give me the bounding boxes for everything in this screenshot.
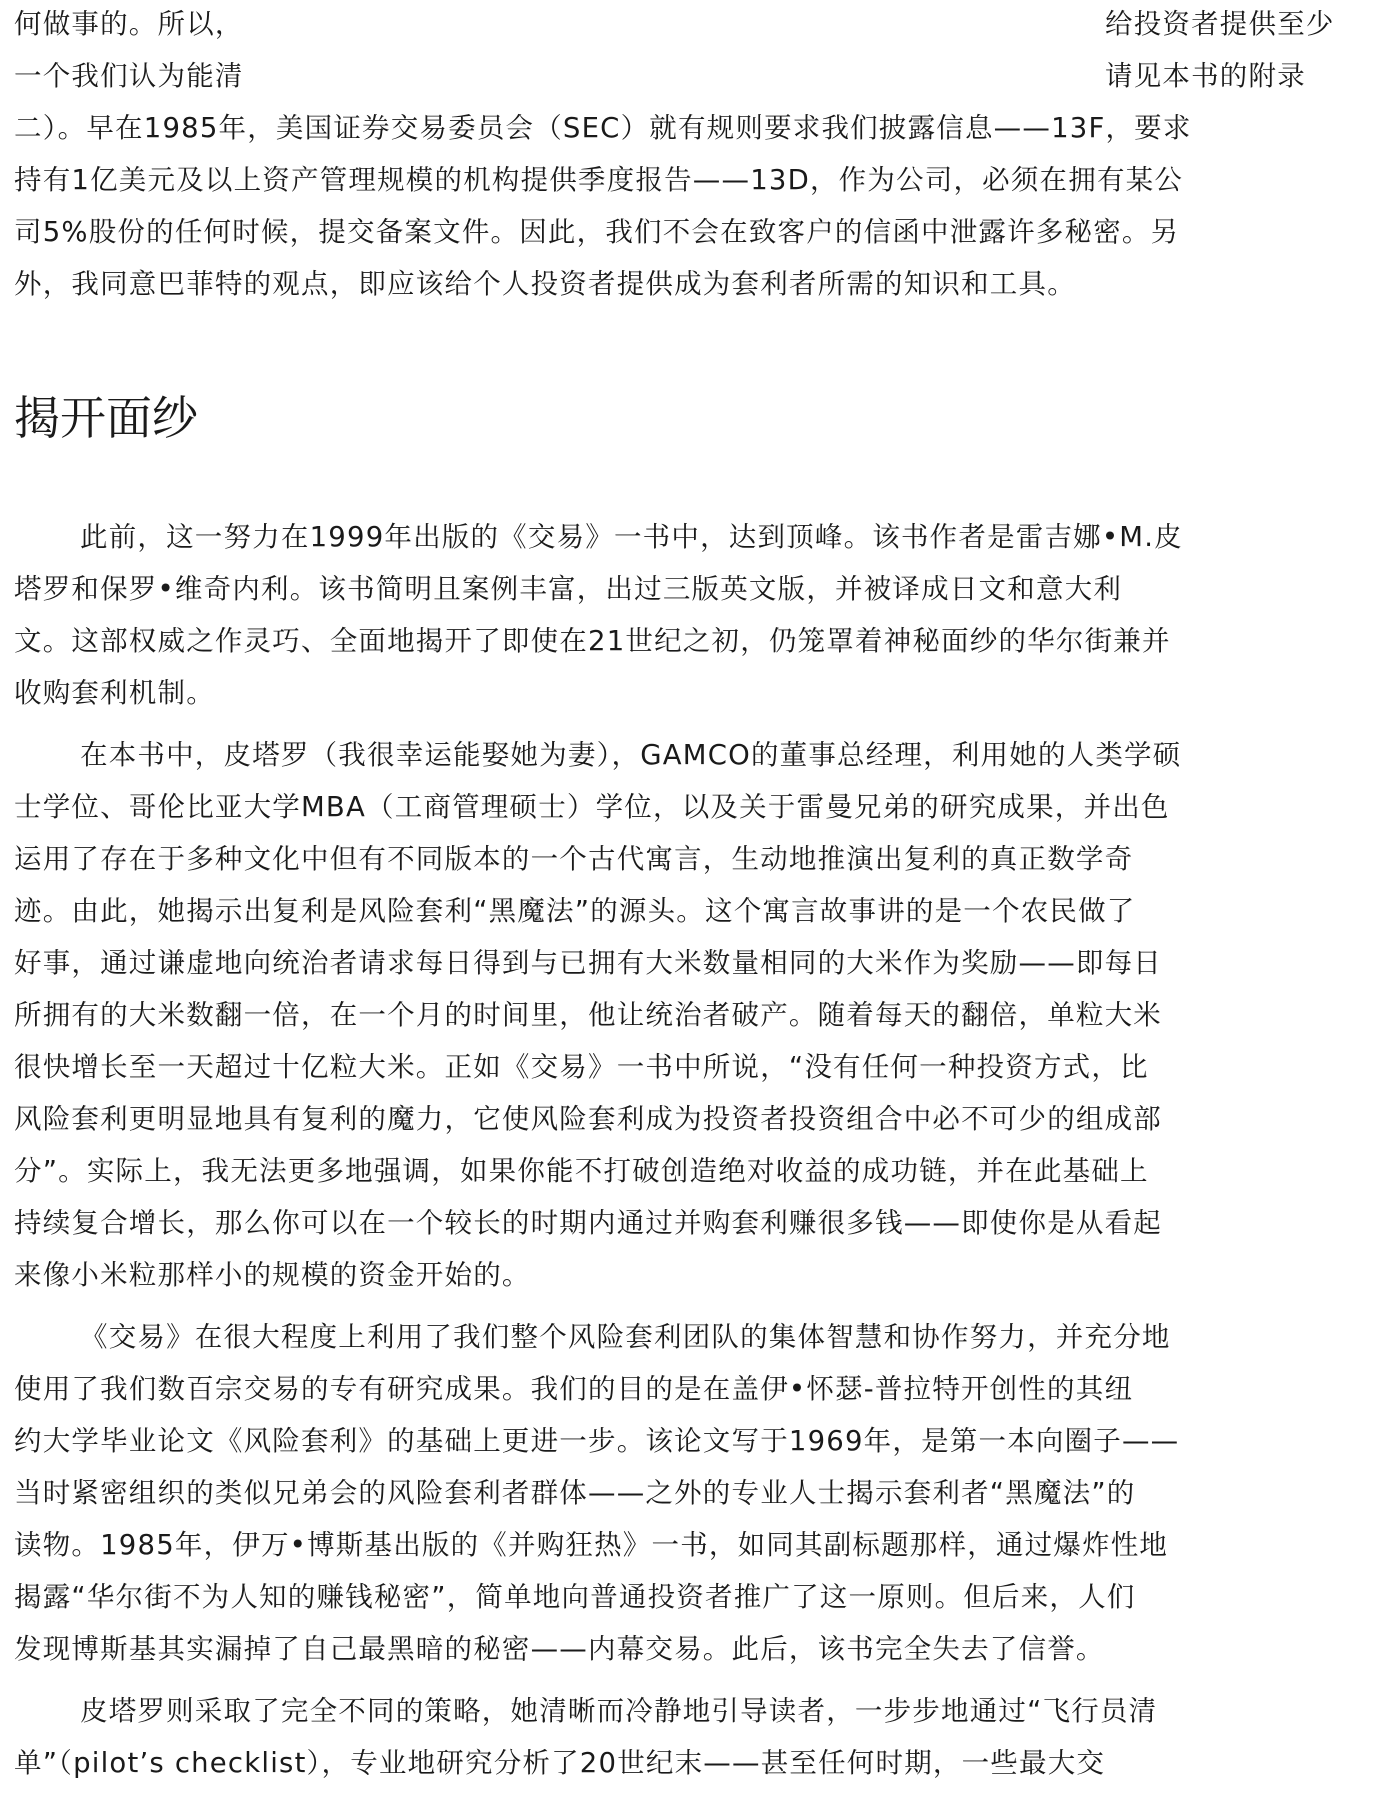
text-line: 单”（pilot’s checklist），专业地研究分析了20世纪末——甚至任何时期，一些最大交 xyxy=(14,1747,1106,1779)
text-line: 士学位、哥伦比亚大学MBA（工商管理硕士）学位，以及关于雷曼兄弟的研究成果，并出色 xyxy=(14,791,1170,823)
text-line: 外，我同意巴菲特的观点，即应该给个人投资者提供成为套利者所需的知识和工具。 xyxy=(14,268,1076,300)
text-line: 《交易》在很大程度上利用了我们整个风险套利团队的集体智慧和协作努力，并充分地 xyxy=(80,1321,1171,1353)
text-line: 一个我们认为能清 xyxy=(14,60,244,92)
text-line: 司5%股份的任何时候，提交备案文件。因此，我们不会在致客户的信函中泄露许多秘密。另 xyxy=(14,216,1180,248)
text-line: 揭露“华尔街不为人知的赚钱秘密”，简单地向普通投资者推广了这一原则。但后来，人们 xyxy=(14,1581,1136,1613)
text-line: 在本书中，皮塔罗（我很幸运能娶她为妻），GAMCO的董事总经理，利用她的人类学硕 xyxy=(80,739,1182,771)
text-line: 发现博斯基其实漏掉了自己最黑暗的秘密——内幕交易。此后，该书完全失去了信誉。 xyxy=(14,1633,1105,1665)
text-line: 读物。1985年，伊万•博斯基出版的《并购狂热》一书，如同其副标题那样，通过爆炸性地 xyxy=(14,1529,1169,1561)
text-line: 所拥有的大米数翻一倍，在一个月的时间里，他让统治者破产。随着每天的翻倍，单粒大米 xyxy=(14,999,1162,1031)
text-line: 来像小米粒那样小的规模的资金开始的。 xyxy=(14,1259,531,1291)
text-line: 收购套利机制。 xyxy=(14,677,215,709)
text-line: 使用了我们数百宗交易的专有研究成果。我们的目的是在盖伊•怀瑟-普拉特开创性的其纽 xyxy=(14,1373,1134,1405)
text-line: 风险套利更明显地具有复利的魔力，它使风险套利成为投资者投资组合中必不可少的组成部 xyxy=(14,1103,1162,1135)
text-line: 塔罗和保罗•维奇内利。该书简明且案例丰富，出过三版英文版，并被译成日文和意大利 xyxy=(14,573,1123,605)
text-line: 何做事的。所以， xyxy=(14,8,244,40)
text-line: 请见本书的附录 xyxy=(1105,60,1306,92)
text-line: 二）。早在1985年，美国证券交易委员会（SEC）就有规则要求我们披露信息——13F，要求 xyxy=(14,112,1192,144)
text-line: 当时紧密组织的类似兄弟会的风险套利者群体——之外的专业人士揭示套利者“黑魔法”的 xyxy=(14,1477,1136,1509)
text-line: 好事，通过谦虚地向统治者请求每日得到与已拥有大米数量相同的大米作为奖励——即每日 xyxy=(14,947,1162,979)
section-title: 揭开面纱 xyxy=(14,391,198,445)
text-line: 此前，这一努力在1999年出版的《交易》一书中，达到顶峰。该书作者是雷吉娜•M.皮 xyxy=(80,521,1183,553)
text-line: 很快增长至一天超过十亿粒大米。正如《交易》一书中所说，“没有任何一种投资方式，比 xyxy=(14,1051,1149,1083)
text-line: 约大学毕业论文《风险套利》的基础上更进一步。该论文写于1969年，是第一本向圈子—— xyxy=(14,1425,1180,1457)
text-line: 持续复合增长，那么你可以在一个较长的时期内通过并购套利赚很多钱——即使你是从看起 xyxy=(14,1207,1162,1239)
text-line: 迹。由此，她揭示出复利是风险套利“黑魔法”的源头。这个寓言故事讲的是一个农民做了 xyxy=(14,895,1136,927)
text-line: 给投资者提供至少 xyxy=(1105,8,1335,40)
text-line: 文。这部权威之作灵巧、全面地揭开了即使在21世纪之初，仍笼罩着神秘面纱的华尔街兼并 xyxy=(14,625,1171,657)
text-line: 皮塔罗则采取了完全不同的策略，她清晰而冷静地引导读者，一步步地通过“飞行员清 xyxy=(80,1695,1158,1727)
text-line: 分”。实际上，我无法更多地强调，如果你能不打破创造绝对收益的成功链，并在此基础上 xyxy=(14,1155,1149,1187)
text-line: 持有1亿美元及以上资产管理规模的机构提供季度报告——13D，作为公司，必须在拥有某公 xyxy=(14,164,1184,196)
text-line: 运用了存在于多种文化中但有不同版本的一个古代寓言，生动地推演出复利的真正数学奇 xyxy=(14,843,1134,875)
